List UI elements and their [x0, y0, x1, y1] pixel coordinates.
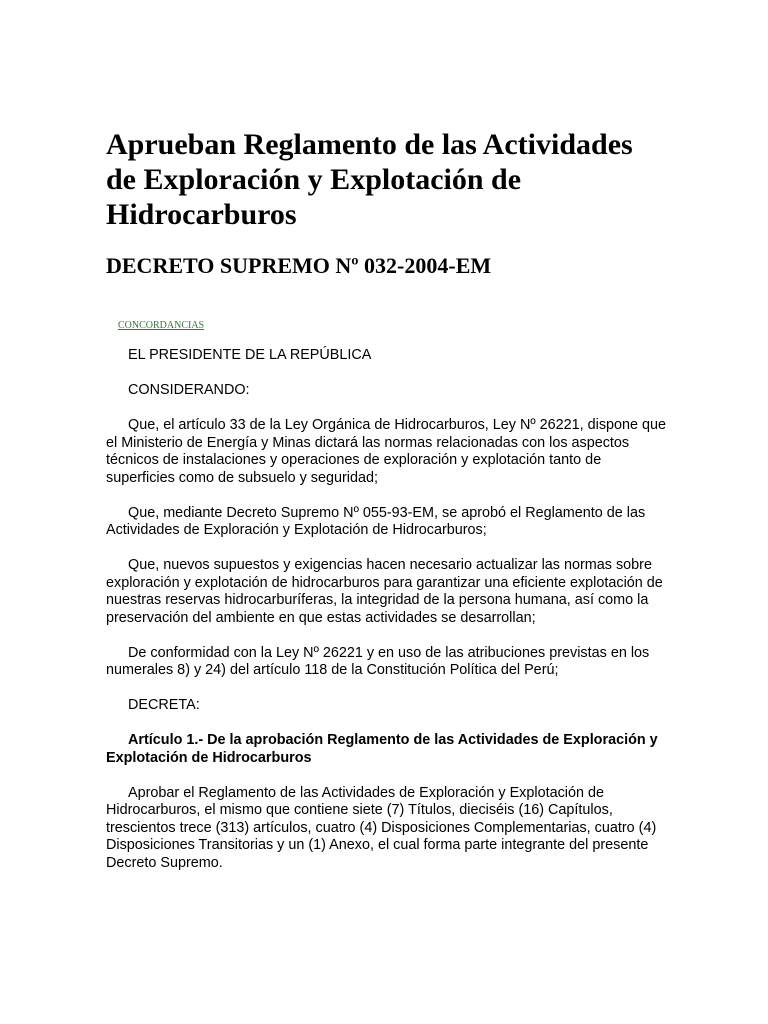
article-1-title: Artículo 1.- De la aprobación Reglamento de las Actividades de Exploración y Explotación de Hidrocarburos — [106, 732, 658, 766]
considerando-paragraph-3: Que, nuevos supuestos y exigencias hacen necesario actualizar las normas sobre exploración y explotación de hidrocarburos para garantizar una eficiente explotación de nuestras reservas hidrocarburíferas, la integridad de la persona humana, así como la preservación del ambiente en que estas actividades se desarrollan; — [106, 557, 663, 626]
considerando-paragraph-2: Que, mediante Decreto Supremo Nº 055-93-EM, se aprobó el Reglamento de las Actividades de Exploración y Explotación de Hidrocarburos; — [106, 504, 646, 538]
president-heading: EL PRESIDENTE DE LA REPÚBLICA — [128, 347, 372, 363]
considerando-paragraph-1: Que, el artículo 33 de la Ley Orgánica de Hidrocarburos, Ley Nº 26221, dispone que el Ministerio de Energía y Minas dictará las normas relacionadas con los aspectos técnicos de instalaciones y operaciones de exploración y explotación tanto de superficies como de subsuelo y seguridad; — [106, 417, 667, 486]
considerando-heading: CONSIDERANDO: — [128, 382, 250, 398]
conformidad-paragraph: De conformidad con la Ley Nº 26221 y en uso de las atribuciones previstas en los numerales 8) y 24) del artículo 118 de la Constitución Política del Perú; — [106, 644, 650, 678]
document-title: Aprueban Reglamento de las Actividades de Exploración y Explotación de Hidrocarburos — [106, 128, 633, 231]
article-1-body: Aprobar el Reglamento de las Actividades de Exploración y Explotación de Hidrocarburos, el mismo que contiene siete (7) Títulos, dieciséis (16) Capítulos, trescientos trece (313) artículos, cuatro (4) Disposiciones Complementarias, cuatro (4) Disposiciones Transitorias y un (1) Anexo, el cual forma parte integrante del presente Decreto Supremo. — [106, 784, 657, 871]
decree-number: DECRETO SUPREMO Nº 032-2004-EM — [106, 253, 492, 278]
concordancias-link[interactable]: CONCORDANCIAS — [118, 320, 205, 331]
document-body — [106, 347, 668, 872]
decreta-heading: DECRETA: — [128, 697, 200, 713]
